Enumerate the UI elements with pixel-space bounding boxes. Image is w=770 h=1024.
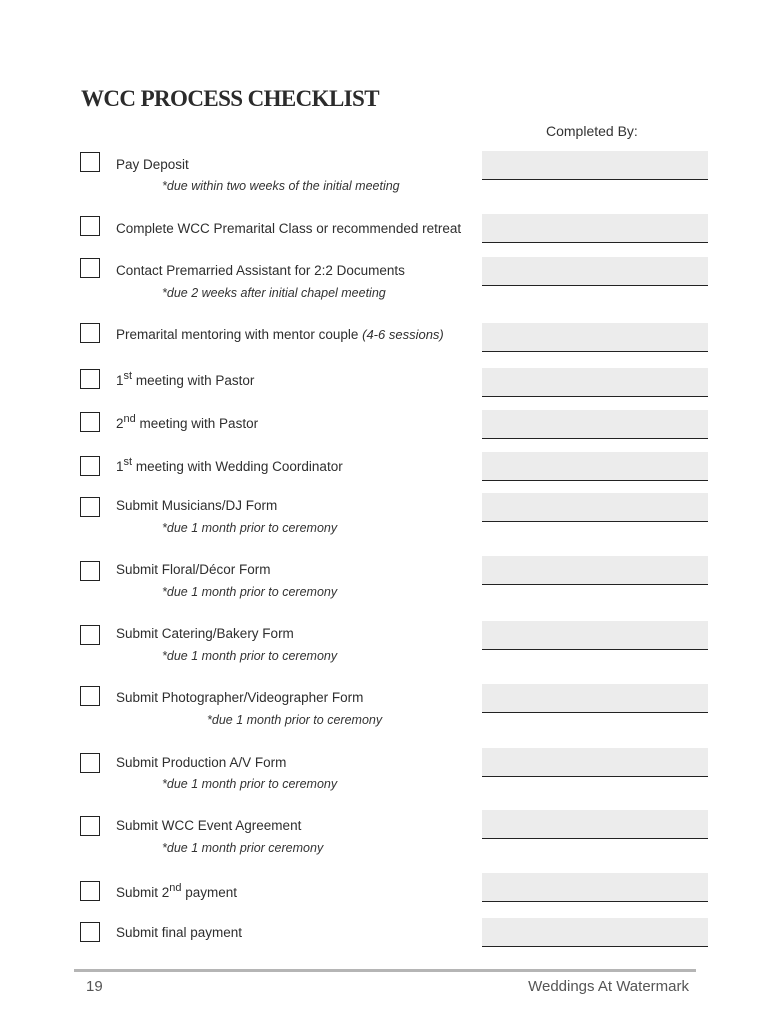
item-note-production-av-form: *due 1 month prior to ceremony <box>162 777 338 791</box>
page-title: WCC PROCESS CHECKLIST <box>81 86 379 111</box>
item-label-musicians-form: Submit Musicians/DJ Form <box>116 498 278 513</box>
item-note-floral-form: *due 1 month prior to ceremony <box>162 585 338 599</box>
item-note-event-agreement: *due 1 month prior ceremony <box>162 841 324 855</box>
checkbox-final-payment[interactable] <box>80 922 100 942</box>
completed-by-field-coordinator-meeting[interactable] <box>482 452 708 481</box>
completed-by-field-contact-assistant[interactable] <box>482 257 708 286</box>
item-note-photographer-form: *due 1 month prior to ceremony <box>207 713 383 727</box>
checkbox-pay-deposit[interactable] <box>80 152 100 172</box>
completed-by-field-premarital-class[interactable] <box>482 214 708 243</box>
item-note-musicians-form: *due 1 month prior to ceremony <box>162 521 338 535</box>
item-label-event-agreement: Submit WCC Event Agreement <box>116 818 302 833</box>
completed-by-field-event-agreement[interactable] <box>482 810 708 839</box>
item-note-pay-deposit: *due within two weeks of the initial meeting <box>162 179 400 193</box>
checkbox-second-pastor-meeting[interactable] <box>80 412 100 432</box>
item-label-pay-deposit: Pay Deposit <box>116 157 189 172</box>
item-label-contact-assistant: Contact Premarried Assistant for 2:2 Documents <box>116 263 405 278</box>
item-label-floral-form: Submit Floral/Décor Form <box>116 562 271 577</box>
checkbox-coordinator-meeting[interactable] <box>80 456 100 476</box>
item-label-premarital-class: Complete WCC Premarital Class or recommended retreat <box>116 221 462 236</box>
completed-by-field-catering-form[interactable] <box>482 621 708 650</box>
completed-by-field-musicians-form[interactable] <box>482 493 708 522</box>
checkbox-catering-form[interactable] <box>80 625 100 645</box>
footer-divider <box>74 969 696 972</box>
item-label-coordinator-meeting: 1st meeting with Wedding Coordinator <box>116 455 343 474</box>
item-note-contact-assistant: *due 2 weeks after initial chapel meeting <box>162 286 386 300</box>
checkbox-second-payment[interactable] <box>80 881 100 901</box>
checkbox-contact-assistant[interactable] <box>80 258 100 278</box>
checkbox-premarital-mentoring[interactable] <box>80 323 100 343</box>
completed-by-field-pay-deposit[interactable] <box>482 151 708 180</box>
item-label-final-payment: Submit final payment <box>116 925 243 940</box>
checkbox-photographer-form[interactable] <box>80 686 100 706</box>
completed-by-field-production-av-form[interactable] <box>482 748 708 777</box>
completed-by-field-first-pastor-meeting[interactable] <box>482 368 708 397</box>
checkbox-musicians-form[interactable] <box>80 497 100 517</box>
completed-by-label: Completed By: <box>546 123 638 139</box>
completed-by-field-photographer-form[interactable] <box>482 684 708 713</box>
checkbox-production-av-form[interactable] <box>80 753 100 773</box>
completed-by-field-second-payment[interactable] <box>482 873 708 902</box>
item-note-catering-form: *due 1 month prior to ceremony <box>162 649 338 663</box>
completed-by-field-floral-form[interactable] <box>482 556 708 585</box>
completed-by-field-final-payment[interactable] <box>482 918 708 947</box>
footer-brand-text: Weddings At Watermark <box>528 978 689 995</box>
checkbox-event-agreement[interactable] <box>80 816 100 836</box>
item-label-second-payment: Submit 2nd payment <box>116 881 238 900</box>
completed-by-field-premarital-mentoring[interactable] <box>482 323 708 352</box>
item-label-catering-form: Submit Catering/Bakery Form <box>116 626 294 641</box>
checkbox-first-pastor-meeting[interactable] <box>80 369 100 389</box>
page-number: 19 <box>86 978 103 995</box>
item-label-production-av-form: Submit Production A/V Form <box>116 755 287 770</box>
item-label-second-pastor-meeting: 2nd meeting with Pastor <box>116 412 259 431</box>
completed-by-field-second-pastor-meeting[interactable] <box>482 410 708 439</box>
item-label-first-pastor-meeting: 1st meeting with Pastor <box>116 369 255 388</box>
checkbox-floral-form[interactable] <box>80 561 100 581</box>
item-label-photographer-form: Submit Photographer/Videographer Form <box>116 690 364 705</box>
item-label-premarital-mentoring: Premarital mentoring with mentor couple (4-6 sessions) <box>116 327 444 342</box>
checkbox-premarital-class[interactable] <box>80 216 100 236</box>
